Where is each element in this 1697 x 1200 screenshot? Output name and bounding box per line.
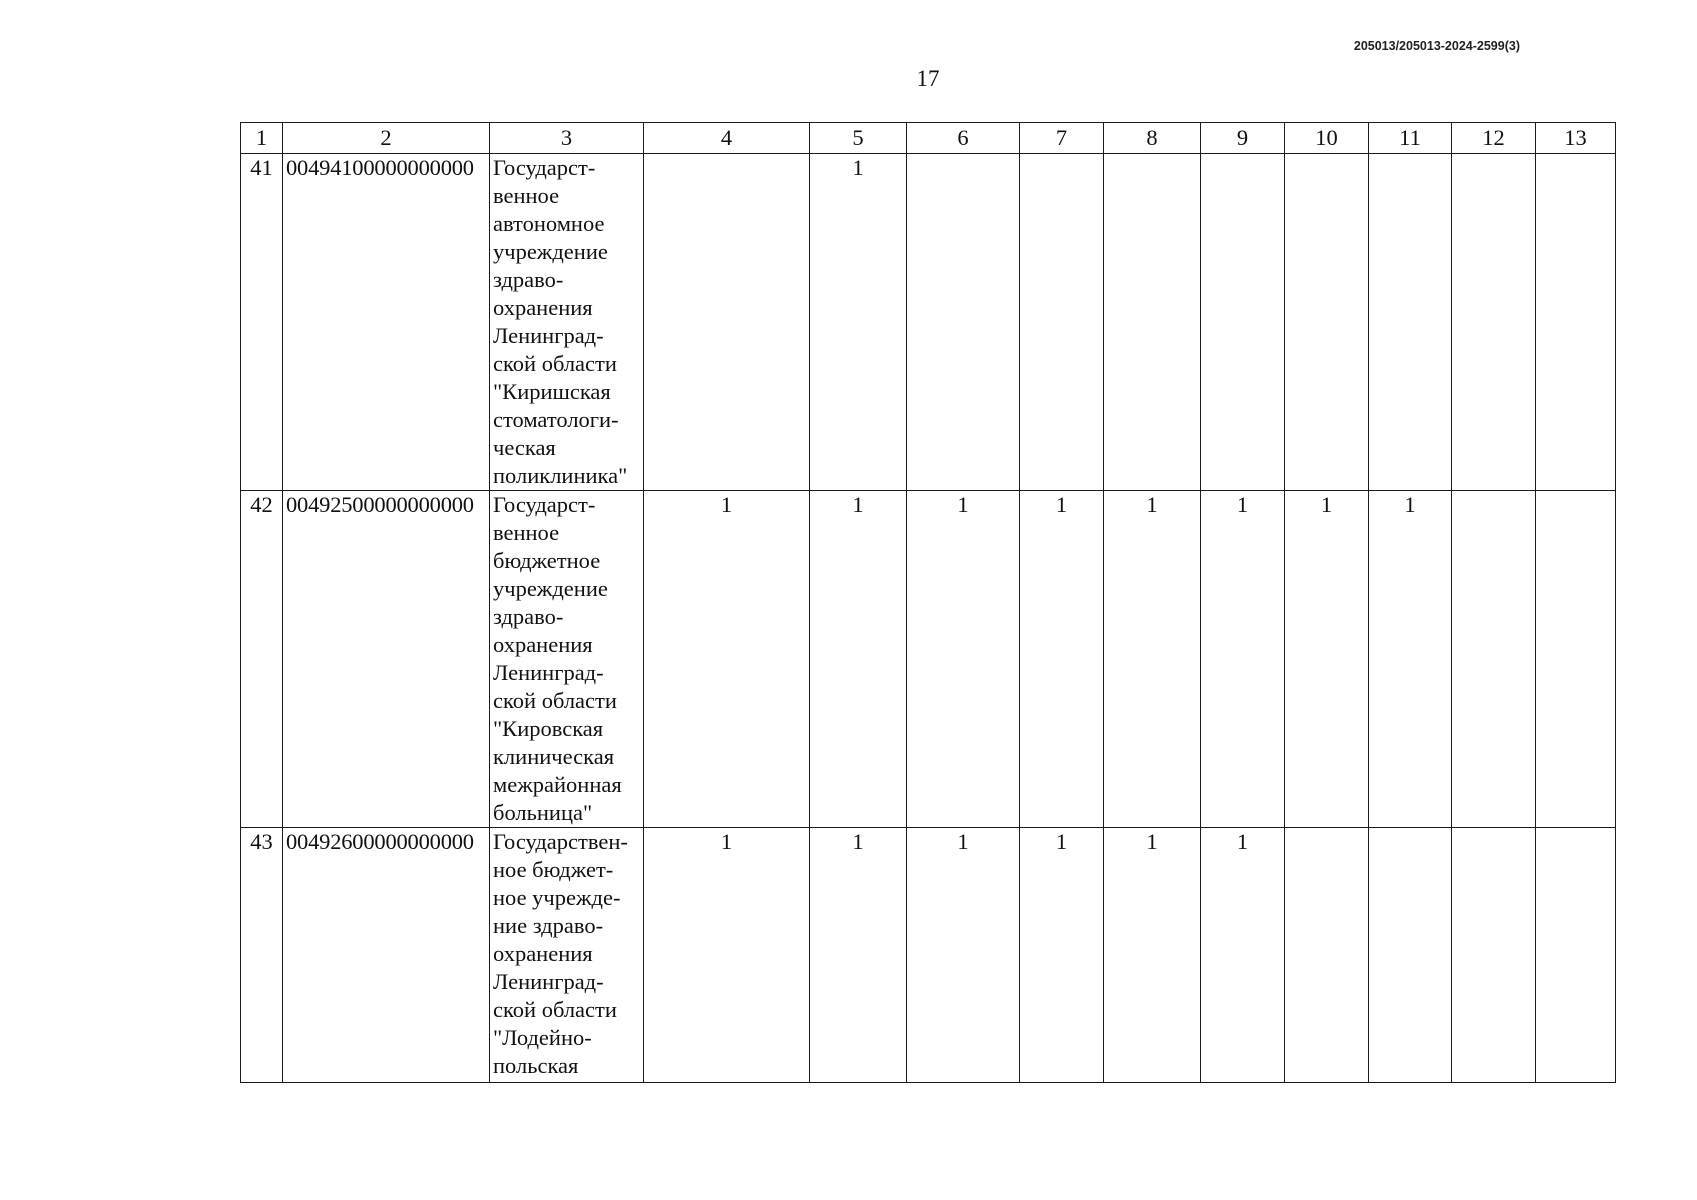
column-header: 3	[490, 123, 644, 154]
value-cell	[1285, 154, 1369, 491]
value-cell	[1452, 828, 1536, 1083]
value-cell: 1	[1285, 491, 1369, 828]
column-header: 7	[1020, 123, 1104, 154]
value-cell: 1	[1369, 491, 1452, 828]
value-cell: 1	[907, 828, 1020, 1083]
column-header: 10	[1285, 123, 1369, 154]
organization-code: 00492600000000000	[283, 828, 490, 1083]
column-number-row	[241, 123, 1616, 154]
organization-name: Государст- венное автономное учреждение здраво- охранения Ленинград- ской области "Киришская стоматологи- ческая поликлиника"	[490, 154, 644, 491]
value-cell	[1452, 154, 1536, 491]
value-cell	[1536, 154, 1616, 491]
value-cell	[1536, 828, 1616, 1083]
page-number: 17	[916, 66, 940, 91]
value-cell: 1	[1201, 491, 1285, 828]
value-cell	[1201, 154, 1285, 491]
organization-code: 00494100000000000	[283, 154, 490, 491]
value-cell	[1369, 828, 1452, 1083]
value-cell: 1	[1020, 828, 1104, 1083]
column-header: 1	[241, 123, 283, 154]
document-id: 205013/205013-2024-2599(3)	[1353, 39, 1520, 53]
column-header: 5	[810, 123, 907, 154]
column-header: 13	[1536, 123, 1616, 154]
column-header: 8	[1104, 123, 1201, 154]
column-header: 2	[283, 123, 490, 154]
table-row	[241, 828, 1616, 1083]
value-cell	[1536, 491, 1616, 828]
organization-code: 00492500000000000	[283, 491, 490, 828]
row-number: 42	[241, 491, 283, 828]
row-number: 43	[241, 828, 283, 1083]
value-cell	[1020, 154, 1104, 491]
value-cell	[1285, 828, 1369, 1083]
organization-name: Государствен- ное бюджет- ное учрежде- ние здраво- охранения Ленинград- ской области "Лодейно- польская	[490, 828, 644, 1083]
column-header: 11	[1369, 123, 1452, 154]
column-header: 4	[644, 123, 810, 154]
value-cell: 1	[810, 491, 907, 828]
column-header: 9	[1201, 123, 1285, 154]
value-cell: 1	[644, 491, 810, 828]
table-row	[241, 491, 1616, 828]
table-row	[241, 154, 1616, 491]
value-cell: 1	[1104, 491, 1201, 828]
organization-name: Государст- венное бюджетное учреждение здраво- охранения Ленинград- ской области "Кировская клиническая межрайонная больница"	[490, 491, 644, 828]
value-cell	[1452, 491, 1536, 828]
value-cell	[1369, 154, 1452, 491]
value-cell	[1104, 154, 1201, 491]
value-cell: 1	[810, 828, 907, 1083]
value-cell: 1	[1201, 828, 1285, 1083]
value-cell: 1	[644, 828, 810, 1083]
value-cell: 1	[1104, 828, 1201, 1083]
value-cell	[644, 154, 810, 491]
value-cell	[907, 154, 1020, 491]
value-cell: 1	[907, 491, 1020, 828]
registry-table	[240, 122, 1616, 1083]
column-header: 12	[1452, 123, 1536, 154]
value-cell: 1	[1020, 491, 1104, 828]
value-cell: 1	[810, 154, 907, 491]
column-header: 6	[907, 123, 1020, 154]
row-number: 41	[241, 154, 283, 491]
